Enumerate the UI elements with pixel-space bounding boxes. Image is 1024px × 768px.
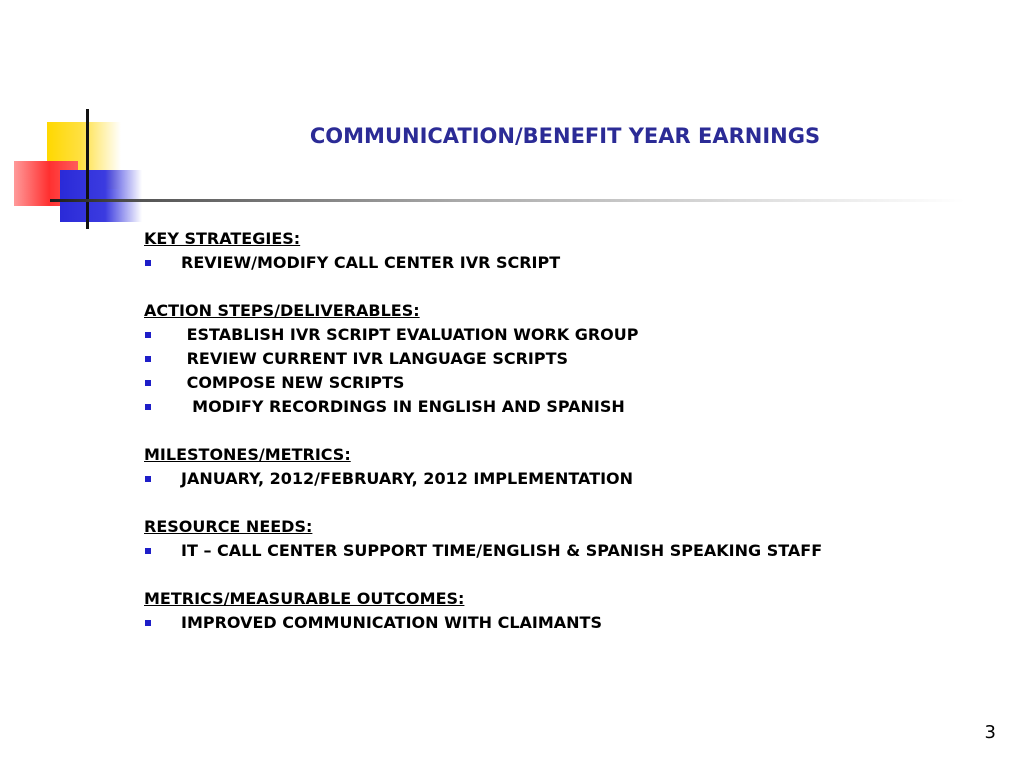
bullet-text: COMPOSE NEW SCRIPTS bbox=[181, 373, 405, 392]
square-bullet-icon bbox=[145, 548, 151, 554]
square-bullet-icon bbox=[145, 332, 151, 338]
slide-content bbox=[144, 227, 1004, 659]
section-outcomes bbox=[144, 587, 1004, 635]
section-heading: KEY STRATEGIES: bbox=[144, 229, 301, 248]
square-bullet-icon bbox=[145, 380, 151, 386]
bullet-item bbox=[144, 347, 1004, 371]
section-heading: METRICS/MEASURABLE OUTCOMES: bbox=[144, 589, 465, 608]
bullet-text: REVIEW/MODIFY CALL CENTER IVR SCRIPT bbox=[181, 253, 561, 272]
bullet-item bbox=[144, 251, 1004, 275]
bullet-text: MODIFY RECORDINGS IN ENGLISH AND SPANISH bbox=[181, 397, 625, 416]
ornament-vertical-line bbox=[86, 109, 89, 229]
slide-title: COMMUNICATION/BENEFIT YEAR EARNINGS bbox=[309, 124, 821, 148]
section-milestones bbox=[144, 443, 1004, 491]
bullet-text: IMPROVED COMMUNICATION WITH CLAIMANTS bbox=[181, 613, 602, 632]
bullet-text: REVIEW CURRENT IVR LANGUAGE SCRIPTS bbox=[181, 349, 569, 368]
square-bullet-icon bbox=[145, 476, 151, 482]
section-heading: MILESTONES/METRICS: bbox=[144, 445, 351, 464]
title-divider-line bbox=[50, 199, 965, 202]
square-bullet-icon bbox=[145, 260, 151, 266]
page-number: 3 bbox=[984, 722, 996, 743]
bullet-text: IT – CALL CENTER SUPPORT TIME/ENGLISH & SPANISH SPEAKING STAFF bbox=[181, 541, 823, 560]
section-heading: RESOURCE NEEDS: bbox=[144, 517, 313, 536]
bullet-text: ESTABLISH IVR SCRIPT EVALUATION WORK GROUP bbox=[181, 325, 639, 344]
bullet-item bbox=[144, 467, 1004, 491]
bullet-text: JANUARY, 2012/FEBRUARY, 2012 IMPLEMENTATION bbox=[181, 469, 634, 488]
section-key-strategies bbox=[144, 227, 1004, 275]
bullet-item bbox=[144, 395, 1004, 419]
section-action-steps bbox=[144, 299, 1004, 419]
bullet-item bbox=[144, 323, 1004, 347]
ornament-blue-square bbox=[60, 170, 142, 222]
section-heading: ACTION STEPS/DELIVERABLES: bbox=[144, 301, 420, 320]
square-bullet-icon bbox=[145, 356, 151, 362]
square-bullet-icon bbox=[145, 620, 151, 626]
bullet-item bbox=[144, 611, 1004, 635]
bullet-item bbox=[144, 371, 1004, 395]
section-resource-needs bbox=[144, 515, 1004, 563]
square-bullet-icon bbox=[145, 404, 151, 410]
bullet-item bbox=[144, 539, 1004, 563]
